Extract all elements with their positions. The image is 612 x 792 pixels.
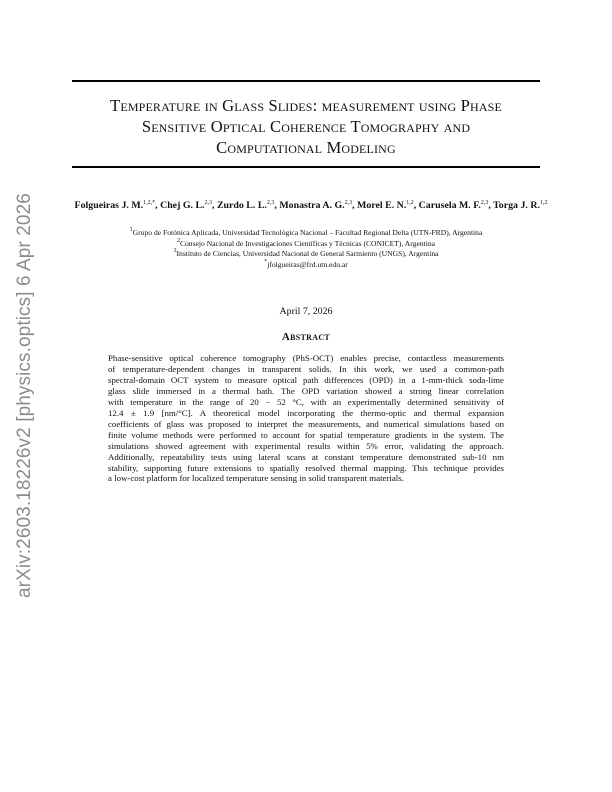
abstract-line: stability, supporting future extensions to spatially resolved thermal mapping. This technique provides bbox=[108, 462, 504, 473]
author: Folgueiras J. M.$^{1,2,*}$ bbox=[74, 200, 156, 211]
abstract-line: simulations showed agreement with experimental results within 5% error, validating the approach. bbox=[108, 440, 504, 451]
abstract-line: a low-cost platform for localized temperature sensing in solid transparent materials. bbox=[108, 473, 404, 484]
abstract-line: Additionally, repeatability tests using lateral scans at constant temperature demonstrated sub-10 nm bbox=[108, 451, 504, 462]
title-line-3: Computational Modeling bbox=[216, 138, 396, 157]
title-rule-top bbox=[72, 80, 540, 82]
contact-email: *jfolgueiras@frd.utn.edu.ar bbox=[264, 259, 348, 270]
author-affiliation-mark: 1,2 bbox=[539, 200, 548, 206]
author-list: Folgueiras J. M.$^{1,2,*}$, Chej G. L.$^{2,3}$, Zurdo L. L.$^{2,3}$, Monastra A. G.$^{2,3}$, Morel E. N.$^{1,2}$, Carusela M. F.$^{2,3}$, Torga J. R.$^{1,2}$ bbox=[74, 200, 548, 211]
abstract-line: 12.4 ± 1.9 [nm/°C]. A theoretical model incorporating the thermo-optic and thermal expansion bbox=[108, 407, 504, 418]
abstract-line: of temperature-dependent changes in transparent solids. In this work, we used a common-path bbox=[108, 363, 504, 374]
abstract-line: coefficients of glass was proposed to interpret the measurements, and numerical simulations based on bbox=[108, 418, 504, 429]
author: Monastra A. G.$^{2,3}$ bbox=[279, 200, 353, 211]
abstract-heading: Abstract bbox=[281, 331, 331, 343]
abstract-line: finite volume methods were performed to account for spatial temperature gradients in the system. The bbox=[108, 429, 504, 440]
title-line-1: Temperature in Glass Slides: measurement using Phase bbox=[110, 96, 502, 115]
abstract-body bbox=[108, 353, 504, 484]
author-affiliation-mark: 2,3 bbox=[204, 200, 212, 206]
affiliation-item: $^3$Instituto de Ciencias, Universidad Nacional de General Sarmiento (UNGS), Argentina bbox=[173, 248, 439, 259]
author: Torga J. R.$^{1,2}$ bbox=[493, 200, 548, 211]
arxiv-stamp: arXiv:2603.18226v2 [physics.optics] 6 Apr 2026 bbox=[14, 193, 35, 598]
author-affiliation-mark: 1,2 bbox=[406, 200, 414, 206]
affiliation-item: $^2$Consejo Nacional de Investigaciones Científicas y Técnicas (CONICET), Argentina bbox=[176, 237, 436, 248]
paper-title bbox=[72, 95, 540, 158]
abstract-line: with temperature in the range of 20 − 52 °C, with an experimentally determined sensitivity of bbox=[108, 396, 504, 407]
abstract-line: spectral-domain OCT system to measure optical path differences (OPD) in a 1-mm-thick soda-lime bbox=[108, 374, 504, 385]
author-affiliation-mark: 2,3 bbox=[480, 200, 489, 206]
author-affiliation-mark: 2,3 bbox=[344, 200, 353, 206]
abstract-line: glass slide immersed in a thermal bath. The OPD variation showed a strong linear correlation bbox=[108, 385, 504, 396]
author-affiliation-mark: 2,3 bbox=[266, 200, 275, 206]
author: Carusela M. F.$^{2,3}$ bbox=[418, 200, 489, 211]
author: Zurdo L. L.$^{2,3}$ bbox=[216, 200, 275, 211]
author: Morel E. N.$^{1,2}$ bbox=[357, 200, 414, 211]
abstract-line: Phase-sensitive optical coherence tomography (PhS-OCT) enables precise, contactless measurements bbox=[108, 353, 504, 363]
title-rule-bottom bbox=[72, 166, 540, 168]
publication-date: April 7, 2026 bbox=[279, 306, 333, 317]
author: Chej G. L.$^{2,3}$ bbox=[160, 200, 212, 211]
title-line-2: Sensitive Optical Coherence Tomography and bbox=[141, 117, 471, 136]
author-affiliation-mark: 1,2,* bbox=[143, 200, 156, 206]
affiliation-list bbox=[72, 228, 540, 271]
affiliation-item: $^1$Grupo de Fotónica Aplicada, Universidad Tecnológica Nacional – Facultad Regional Delta (UTN-FRD), Argentina bbox=[129, 227, 483, 237]
